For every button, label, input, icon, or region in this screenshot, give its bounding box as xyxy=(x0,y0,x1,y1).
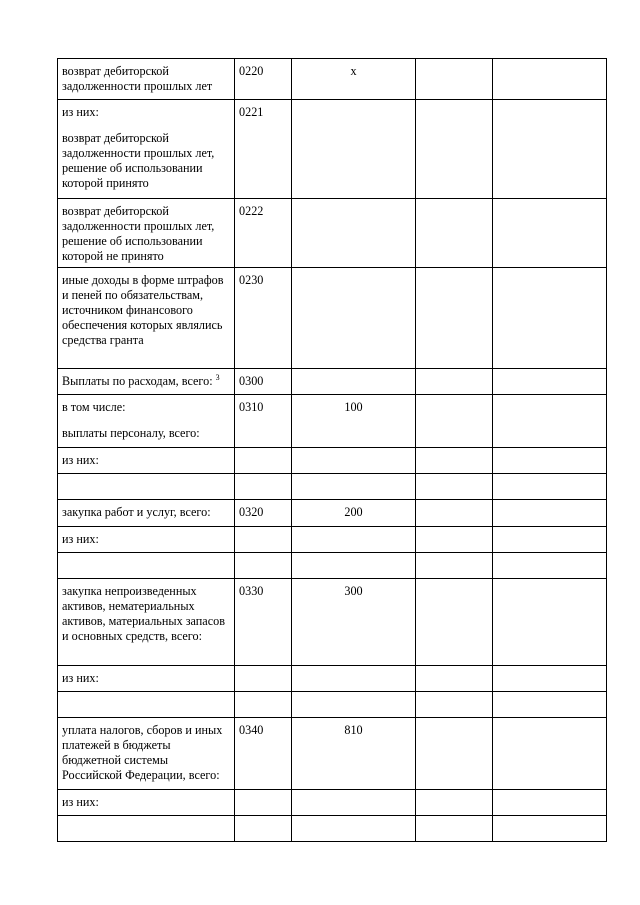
row-label-cell xyxy=(58,100,235,199)
row-code: 0320 xyxy=(235,500,292,527)
table-row xyxy=(58,666,607,692)
table-row xyxy=(58,100,607,199)
table-row xyxy=(58,816,607,842)
row-label: из них: xyxy=(62,105,99,119)
row-label: в том числе: xyxy=(62,400,126,414)
row-label-cell xyxy=(58,59,235,100)
row-value xyxy=(292,199,416,268)
row-label: иные доходы в форме штрафов и пеней по обязательствам, источником финансового обеспечения которых являлись средства гранта xyxy=(62,273,224,347)
table-row xyxy=(58,527,607,553)
row-empty-cell-2 xyxy=(493,395,607,448)
table-row xyxy=(58,369,607,395)
row-empty-cell-1 xyxy=(416,692,493,718)
row-empty-cell-1 xyxy=(416,100,493,199)
row-empty-cell-1 xyxy=(416,268,493,369)
table-row xyxy=(58,500,607,527)
table-row xyxy=(58,395,607,448)
row-code xyxy=(235,666,292,692)
row-empty-cell-2 xyxy=(493,474,607,500)
row-label-cell xyxy=(58,692,235,718)
row-label: из них: xyxy=(62,453,99,467)
row-code xyxy=(235,474,292,500)
row-code: 0300 xyxy=(235,369,292,395)
row-value xyxy=(292,790,416,816)
row-empty-cell-1 xyxy=(416,199,493,268)
row-value xyxy=(292,527,416,553)
row-empty-cell-2 xyxy=(493,816,607,842)
table-row xyxy=(58,692,607,718)
table-row xyxy=(58,59,607,100)
row-value xyxy=(292,474,416,500)
report-table xyxy=(57,58,607,842)
table-row xyxy=(58,268,607,369)
row-code xyxy=(235,553,292,579)
row-label: возврат дебиторской задолженности прошлых лет, решение об использовании которой не принято xyxy=(62,204,215,263)
row-empty-cell-1 xyxy=(416,395,493,448)
row-label-cell xyxy=(58,790,235,816)
row-label-cell xyxy=(58,718,235,790)
row-code: 0340 xyxy=(235,718,292,790)
row-label: Выплаты по расходам, всего: xyxy=(62,374,213,388)
row-code xyxy=(235,790,292,816)
row-label-cell xyxy=(58,666,235,692)
table-row xyxy=(58,579,607,666)
row-empty-cell-2 xyxy=(493,527,607,553)
row-label: из них: xyxy=(62,532,99,546)
row-label-cell xyxy=(58,474,235,500)
row-empty-cell-1 xyxy=(416,527,493,553)
row-code: 0310 xyxy=(235,395,292,448)
row-value xyxy=(292,553,416,579)
row-label-cell xyxy=(58,369,235,395)
row-empty-cell-2 xyxy=(493,100,607,199)
row-label-cell xyxy=(58,500,235,527)
table-row xyxy=(58,790,607,816)
row-empty-cell-1 xyxy=(416,816,493,842)
row-empty-cell-1 xyxy=(416,553,493,579)
row-label: закупка непроизведенных активов, нематериальных активов, материальных запасов и основных средств, всего: xyxy=(62,584,225,643)
row-label-cell xyxy=(58,268,235,369)
row-label-cell xyxy=(58,448,235,474)
row-code: 0330 xyxy=(235,579,292,666)
row-empty-cell-1 xyxy=(416,369,493,395)
table-row xyxy=(58,199,607,268)
row-label-cell xyxy=(58,816,235,842)
row-value xyxy=(292,816,416,842)
row-label-cell xyxy=(58,199,235,268)
row-value xyxy=(292,692,416,718)
row-empty-cell-1 xyxy=(416,579,493,666)
row-empty-cell-2 xyxy=(493,199,607,268)
row-empty-cell-2 xyxy=(493,579,607,666)
row-code: 0220 xyxy=(235,59,292,100)
row-label-cell xyxy=(58,395,235,448)
row-empty-cell-2 xyxy=(493,369,607,395)
row-empty-cell-2 xyxy=(493,553,607,579)
row-label: выплаты персоналу, всего: xyxy=(62,426,200,440)
row-value xyxy=(292,448,416,474)
table-row xyxy=(58,553,607,579)
row-code xyxy=(235,448,292,474)
table-row xyxy=(58,718,607,790)
row-label-cell xyxy=(58,579,235,666)
row-label: из них: xyxy=(62,795,99,809)
row-code xyxy=(235,816,292,842)
row-value: 100 xyxy=(292,395,416,448)
row-code: 0221 xyxy=(235,100,292,199)
row-empty-cell-2 xyxy=(493,718,607,790)
row-empty-cell-2 xyxy=(493,448,607,474)
row-code: 0222 xyxy=(235,199,292,268)
row-value: 300 xyxy=(292,579,416,666)
row-empty-cell-1 xyxy=(416,448,493,474)
row-empty-cell-1 xyxy=(416,474,493,500)
row-label: уплата налогов, сборов и иных платежей в бюджеты бюджетной системы Российской Федерации, всего: xyxy=(62,723,223,782)
row-value xyxy=(292,666,416,692)
row-label: возврат дебиторской задолженности прошлых лет xyxy=(62,64,213,93)
row-value: 810 xyxy=(292,718,416,790)
row-empty-cell-1 xyxy=(416,59,493,100)
row-empty-cell-2 xyxy=(493,666,607,692)
row-value: х xyxy=(292,59,416,100)
row-code: 0230 xyxy=(235,268,292,369)
row-value: 200 xyxy=(292,500,416,527)
row-value xyxy=(292,100,416,199)
row-label: из них: xyxy=(62,671,99,685)
row-label: возврат дебиторской задолженности прошлых лет, решение об использовании которой принято xyxy=(62,131,215,190)
row-code xyxy=(235,527,292,553)
footnote-marker: 3 xyxy=(215,373,220,382)
row-empty-cell-1 xyxy=(416,790,493,816)
row-empty-cell-1 xyxy=(416,718,493,790)
row-empty-cell-2 xyxy=(493,500,607,527)
row-label-cell xyxy=(58,527,235,553)
row-code xyxy=(235,692,292,718)
table-row xyxy=(58,474,607,500)
report-table-body xyxy=(58,59,607,842)
row-empty-cell-1 xyxy=(416,500,493,527)
table-row xyxy=(58,448,607,474)
row-empty-cell-2 xyxy=(493,790,607,816)
row-empty-cell-2 xyxy=(493,59,607,100)
row-value xyxy=(292,268,416,369)
row-empty-cell-2 xyxy=(493,268,607,369)
row-empty-cell-1 xyxy=(416,666,493,692)
row-empty-cell-2 xyxy=(493,692,607,718)
row-label-cell xyxy=(58,553,235,579)
row-label: закупка работ и услуг, всего: xyxy=(62,505,211,519)
row-value xyxy=(292,369,416,395)
